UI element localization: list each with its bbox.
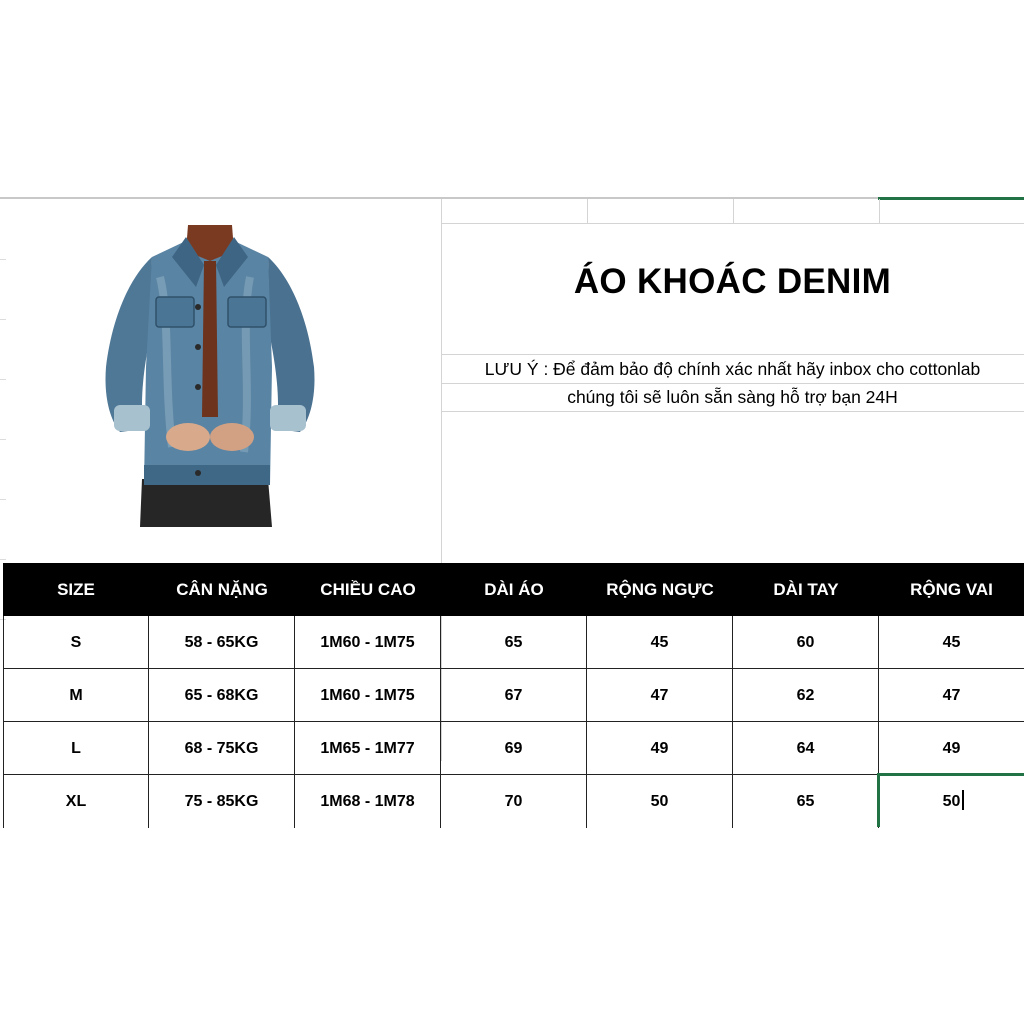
cell-length[interactable]: 67 [441, 669, 587, 722]
cell-chest[interactable]: 50 [587, 775, 733, 828]
active-cell-selection[interactable] [877, 773, 1024, 827]
table-header-row [3, 563, 1024, 616]
cell-height[interactable]: 1M68 - 1M78 [295, 775, 441, 828]
row-divider [0, 319, 6, 320]
cell-length[interactable]: 69 [441, 722, 587, 775]
cell-sleeve[interactable]: 65 [733, 775, 879, 828]
cell-height[interactable]: 1M65 - 1M77 [295, 722, 441, 775]
header-height: CHIỀU CAO [320, 580, 416, 599]
empty-cell[interactable] [587, 199, 734, 223]
cell-length[interactable]: 65 [441, 616, 587, 669]
header-weight: CÂN NẶNG [176, 580, 268, 599]
cell-weight[interactable]: 75 - 85KG [149, 775, 295, 828]
note-line-1: LƯU Ý : Để đảm bảo độ chính xác nhất hãy inbox cho cottonlab [441, 354, 1024, 384]
cell-size[interactable]: S [3, 616, 149, 669]
cell-shoulder[interactable]: 49 [879, 722, 1024, 775]
cell-chest[interactable]: 49 [587, 722, 733, 775]
text-caret [962, 790, 964, 810]
row-divider [0, 499, 6, 500]
cell-sleeve[interactable]: 60 [733, 616, 879, 669]
cell-shoulder[interactable]: 47 [879, 669, 1024, 722]
cell-shoulder[interactable]: 50 [942, 793, 961, 810]
cell-chest[interactable]: 45 [587, 616, 733, 669]
note-line-2: chúng tôi sẽ luôn sẵn sàng hỗ trợ bạn 24H [441, 383, 1024, 412]
table-row [3, 775, 1024, 828]
cell-height[interactable]: 1M60 - 1M75 [295, 669, 441, 722]
cell-sleeve[interactable]: 64 [733, 722, 879, 775]
header-size: SIZE [57, 580, 95, 599]
cell-size[interactable]: M [3, 669, 149, 722]
empty-cell[interactable] [733, 199, 880, 223]
header-chest: RỘNG NGỰC [606, 580, 714, 599]
cell-length[interactable]: 70 [441, 775, 587, 828]
cell-weight[interactable]: 65 - 68KG [149, 669, 295, 722]
row-divider [0, 379, 6, 380]
row-divider [0, 559, 6, 560]
header-cells-row [441, 199, 1024, 224]
cell-sleeve[interactable]: 62 [733, 669, 879, 722]
row-divider [0, 439, 6, 440]
header-length: DÀI ÁO [484, 580, 544, 599]
product-title: ÁO KHOÁC DENIM [573, 262, 892, 301]
denim-jacket-photo [100, 217, 330, 527]
table-row [3, 722, 1024, 775]
row-divider [0, 259, 6, 260]
table-row [3, 669, 1024, 722]
empty-cell[interactable] [441, 199, 588, 223]
spreadsheet [0, 197, 1024, 827]
cell-shoulder[interactable]: 45 [879, 616, 1024, 669]
header-shoulder: RỘNG VAI [910, 580, 993, 599]
cell-size[interactable]: XL [3, 775, 149, 828]
cell-weight[interactable]: 68 - 75KG [149, 722, 295, 775]
cell-height[interactable]: 1M60 - 1M75 [295, 616, 441, 669]
cell-size[interactable]: L [3, 722, 149, 775]
cell-chest[interactable]: 47 [587, 669, 733, 722]
table-row [3, 616, 1024, 669]
cell-weight[interactable]: 58 - 65KG [149, 616, 295, 669]
header-sleeve: DÀI TAY [773, 580, 839, 599]
